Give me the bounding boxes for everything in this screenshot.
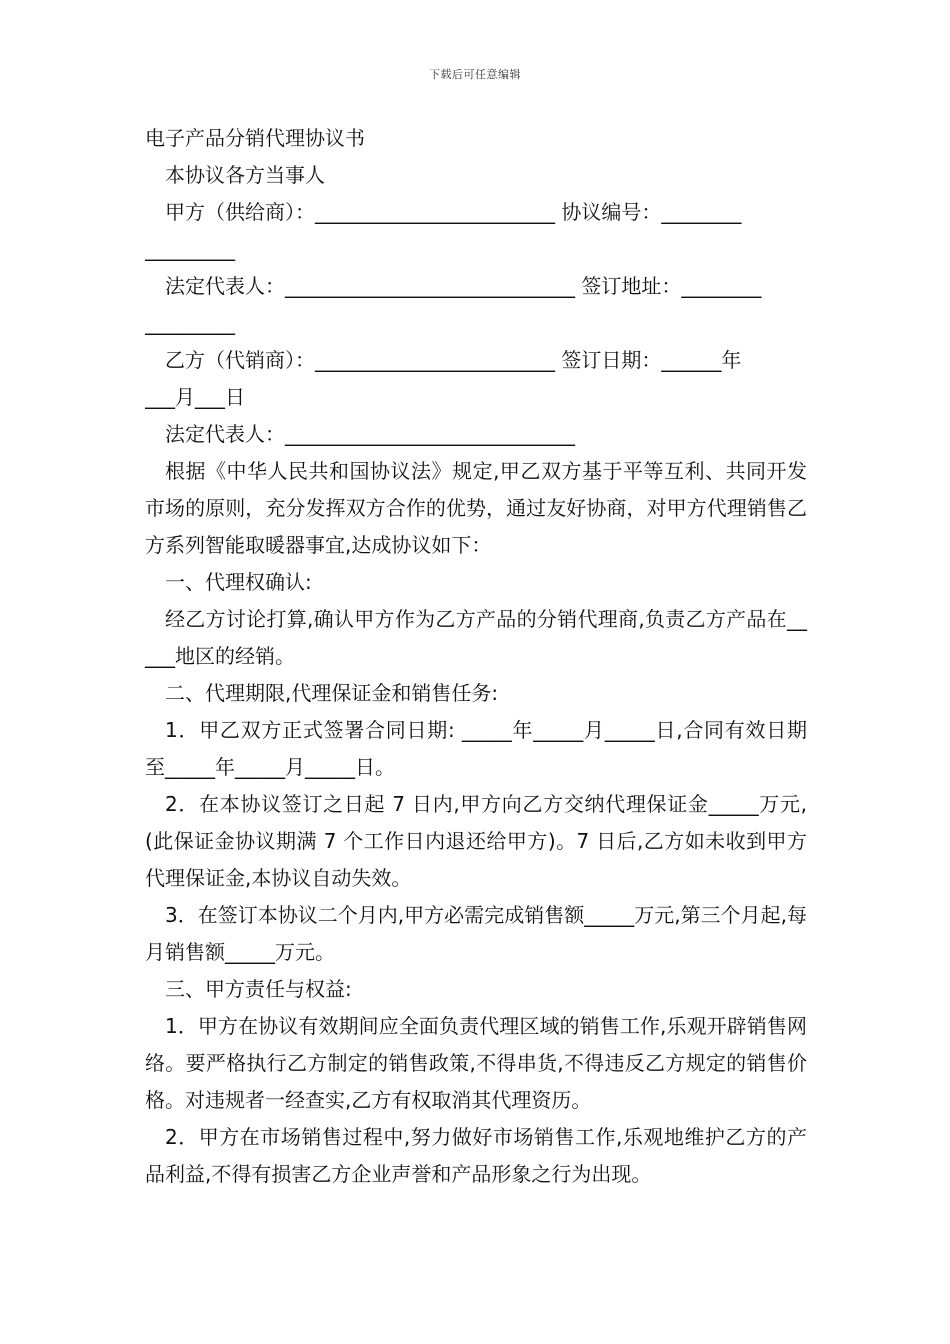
document-title: 电子产品分销代理协议书 [145,126,365,150]
section-3-item-2: 2．甲方在市场销售过程中,努力做好市场销售工作,乐观地维护乙方的产品利益,不得有损害乙方企业声誉和产品形象之行为出现。 [145,1125,807,1186]
party-b-continuation: ___月___日 [145,385,245,409]
header-note: 下载后可任意编辑 [429,68,521,81]
legal-rep-a-line: 法定代表人：_____________________________ 签订地址：________ [165,274,762,298]
section-1-text: 经乙方讨论打算,确认甲方作为乙方产品的分销代理商,负责乙方产品在_____地区的经销。 [145,607,807,668]
legal-rep-a-continuation: _________ [145,311,235,335]
party-a-line: 甲方（供给商）：________________________ 协议编号：________ [165,200,742,224]
party-a-continuation: _________ [145,237,235,261]
section-2-item-1: 1．甲乙双方正式签署合同日期: _____年_____月_____日,合同有效日期至_____年_____月_____日。 [145,718,807,779]
section-2-heading: 二、代理期限,代理保证金和销售任务: [165,681,499,705]
section-3-item-1: 1．甲方在协议有效期间应全面负责代理区域的销售工作,乐观开辟销售网络。要严格执行乙方制定的销售政策,不得串货,不得违反乙方规定的销售价格。对违规者一经查实,乙方有权取消其代理资历。 [145,1014,807,1112]
section-1-heading: 一、代理权确认: [165,570,312,594]
section-3-heading: 三、甲方责任与权益: [165,977,352,1001]
section-2-item-3: 3．在签订本协议二个月内,甲方必需完成销售额_____万元,第三个月起,每月销售额_____万元。 [145,903,807,964]
legal-rep-b-line: 法定代表人：_____________________________ [165,422,575,446]
section-2-item-2: 2．在本协议签订之日起 7 日内,甲方向乙方交纳代理保证金_____万元,(此保证金协议期满 7 个工作日内退还给甲方)。7 日后,乙方如未收到甲方代理保证金,本协议自动失效。 [145,792,807,890]
preamble-paragraph: 根据《中华人民共和国协议法》规定,甲乙双方基于平等互利、共同开发市场的原则，充分发挥双方合作的优势，通过友好协商，对甲方代理销售乙方系列智能取暖器事宜,达成协议如下： [145,459,807,557]
parties-heading: 本协议各方当事人 [165,163,325,187]
document-body [145,120,807,1193]
party-b-line: 乙方（代销商）：________________________ 签订日期：______年 [165,348,742,372]
